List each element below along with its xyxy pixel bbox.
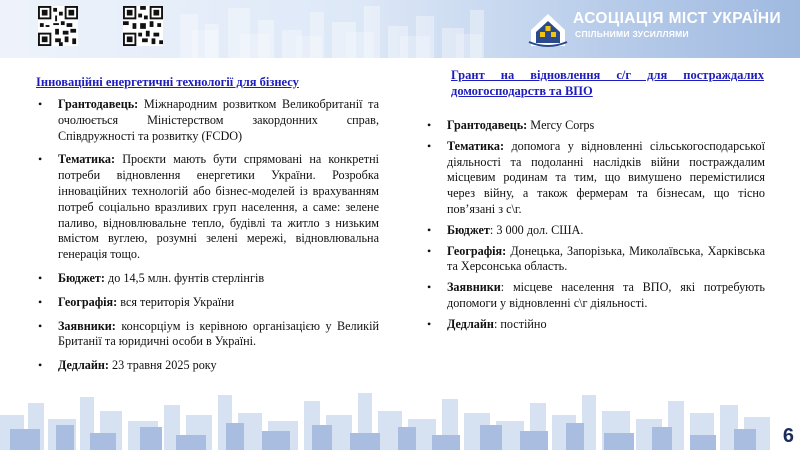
item-text: Mercy Corps bbox=[527, 118, 595, 132]
list-item bbox=[425, 317, 765, 333]
item-label: Грантодавець: bbox=[447, 118, 528, 132]
list-item bbox=[36, 152, 379, 263]
item-text: 23 травня 2025 року bbox=[108, 358, 217, 373]
list-item bbox=[425, 118, 765, 134]
item-text: до 14,5 млн. фунтів стерлінгів bbox=[104, 270, 265, 285]
item-label: Бюджет bbox=[447, 222, 490, 237]
item-text: вся територія України bbox=[117, 294, 235, 309]
item-label: Географія: bbox=[58, 294, 118, 309]
item-label: Тематика: bbox=[58, 152, 116, 167]
bullet-icon: • bbox=[427, 316, 432, 331]
bullet-icon: • bbox=[38, 270, 43, 285]
item-label: Тематика: bbox=[447, 138, 505, 153]
organization-tagline: СПІЛЬНИМИ ЗУСИЛЛЯМИ bbox=[575, 29, 689, 39]
item-text: : постійно bbox=[493, 316, 547, 331]
item-text: консорціум із керівною організацією у Великій Британії та юридичні особи в Україні. bbox=[58, 318, 379, 349]
list-item bbox=[425, 139, 765, 218]
item-label: Бюджет: bbox=[58, 270, 105, 285]
item-text: Міжнародним розвитком Великобританії та очолюється Міністерством закордонних справ, Співдружності та розвитку (FCDO) bbox=[58, 97, 379, 143]
qr-code-icon[interactable] bbox=[38, 6, 78, 46]
bullet-icon: • bbox=[427, 118, 432, 132]
item-label: Дедлайн: bbox=[58, 358, 109, 373]
bullet-icon: • bbox=[38, 318, 43, 333]
footer-skyline-decoration bbox=[0, 385, 800, 450]
bullet-icon: • bbox=[38, 358, 43, 373]
list-item bbox=[425, 244, 765, 276]
item-text: Донецька, Запорізька, Миколаївська, Харківська та Херсонська область. bbox=[447, 243, 765, 274]
list-item bbox=[425, 223, 765, 239]
bullet-icon: • bbox=[38, 152, 43, 167]
left-grant-title[interactable]: Інноваційні енергетичні технології для бізнесу bbox=[36, 75, 299, 89]
bullet-icon: • bbox=[427, 280, 432, 295]
right-grant-title[interactable]: Грант на відновлення с/г для постраждалих домогосподарств та ВПО bbox=[451, 68, 764, 98]
item-label: Заявники: bbox=[58, 318, 116, 333]
item-text: : 3 000 дол. США. bbox=[489, 222, 584, 237]
bullet-icon: • bbox=[38, 294, 43, 309]
list-item bbox=[36, 319, 379, 351]
item-text: Проєкти мають бути спрямовані на конкретні потреби відновлення енергетики України. Розробка інноваційних технологій або бізнес-моделей із врахуванням потреб соціально вразливих груп населення, а саме: зелене паливо, відновлювальне тепло, будівлі та житло з низьким вмістом вуглею, розумні зелені мережі, відновлювальна генерація тощо. bbox=[58, 152, 379, 262]
item-text: : місцеве населення та ВПО, які потребують допомоги у відновленні с\г діяльності. bbox=[447, 280, 765, 310]
item-label: Дедлайн bbox=[447, 316, 494, 331]
list-item bbox=[36, 295, 379, 311]
qr-code-icon[interactable] bbox=[123, 6, 163, 46]
item-label: Географія: bbox=[447, 243, 507, 258]
bullet-icon: • bbox=[427, 243, 432, 258]
page-number: 6 bbox=[782, 425, 794, 447]
right-grant-details bbox=[425, 118, 765, 338]
bullet-icon: • bbox=[38, 97, 43, 111]
item-label: Грантодавець: bbox=[58, 97, 139, 111]
list-item bbox=[425, 280, 765, 312]
organization-name: АСОЦІАЦІЯ МІСТ УКРАЇНИ bbox=[573, 10, 782, 27]
bullet-icon: • bbox=[427, 222, 432, 237]
item-text: допомога у відновленні сільськогосподарської діяльності та подоланні наслідків війни постраждалим місцевим родинам та тим, що вимушено перемістилися через війну, а також фермерам та бізнесам, що тісно пов’язані з с\г. bbox=[447, 138, 765, 216]
list-item bbox=[36, 97, 379, 144]
left-grant-details bbox=[36, 97, 379, 382]
list-item bbox=[36, 358, 379, 374]
bullet-icon: • bbox=[427, 138, 432, 153]
amu-logo-icon bbox=[527, 8, 569, 48]
list-item bbox=[36, 271, 379, 287]
item-label: Заявники bbox=[447, 280, 501, 295]
